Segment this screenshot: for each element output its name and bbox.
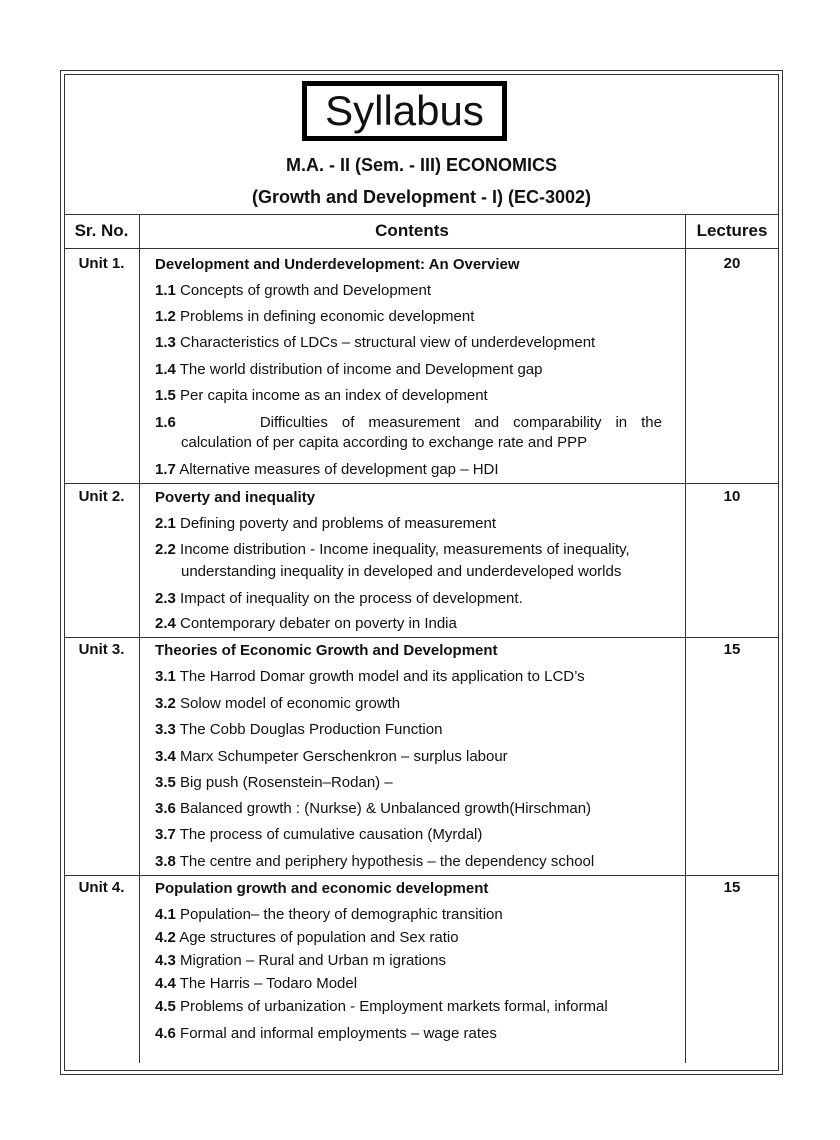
list-item: 3.1 The Harrod Domar growth model and its application to LCD’s: [155, 668, 585, 685]
list-item: 1.2 Problems in defining economic development: [155, 308, 475, 325]
list-item: 4.1 Population– the theory of demographic transition: [155, 906, 503, 923]
list-item: 3.2 Solow model of economic growth: [155, 695, 401, 712]
header-lectures: Lectures: [696, 221, 768, 240]
syllabus-title-box: [302, 81, 507, 141]
list-item: 4.3 Migration – Rural and Urban m igrations: [155, 952, 446, 969]
unit-lectures: 10: [723, 488, 741, 505]
list-item: 1.3 Characteristics of LDCs – structural view of underdevelopment: [155, 334, 596, 351]
unit-label: Unit 4.: [78, 879, 125, 896]
header-srno: Sr. No.: [74, 221, 129, 240]
unit-label: Unit 2.: [78, 488, 125, 505]
list-item: 3.3 The Cobb Douglas Production Function: [155, 721, 443, 738]
unit-label: Unit 3.: [78, 641, 125, 658]
header-bottom-rule: [64, 248, 779, 249]
course-subtitle: M.A. - II (Sem. - III) ECONOMICS: [285, 155, 557, 175]
column-divider-right: [685, 214, 686, 1063]
list-item: 2.4 Contemporary debater on poverty in India: [155, 615, 457, 632]
list-item: 1.1 Concepts of growth and Development: [155, 282, 432, 299]
list-item: 1.5 Per capita income as an index of development: [155, 387, 488, 404]
list-item: 3.7 The process of cumulative causation (Myrdal): [155, 826, 483, 843]
list-item: 3.8 The centre and periphery hypothesis – the dependency school: [155, 853, 595, 870]
unit-title: Population growth and economic development: [155, 880, 489, 897]
list-item: 4.2 Age structures of population and Sex ratio: [155, 929, 459, 946]
unit-title: Poverty and inequality: [155, 489, 316, 506]
table-top-rule: [64, 214, 779, 215]
paper-subtitle: (Growth and Development - I) (EC-3002): [251, 187, 592, 207]
list-item: 2.1 Defining poverty and problems of measurement: [155, 515, 497, 532]
column-divider-left: [139, 214, 140, 1063]
unit-lectures: 20: [723, 255, 741, 272]
unit-title: Theories of Economic Growth and Development: [155, 642, 498, 659]
unit-lectures: 15: [723, 641, 741, 658]
unit1-bottom-rule: [64, 483, 779, 484]
list-item: 4.5 Problems of urbanization - Employment markets formal, informal: [155, 998, 608, 1015]
list-item: 3.4 Marx Schumpeter Gerschenkron – surplus labour: [155, 748, 508, 765]
unit3-bottom-rule: [64, 875, 779, 876]
list-item: 1.6 Difficulties of measurement and comparability in the calculation of per capita according to exchange rate and PPP: [155, 414, 662, 451]
unit-lectures: 15: [723, 879, 741, 896]
list-item: 4.6 Formal and informal employments – wage rates: [155, 1025, 497, 1042]
unit-title: Development and Underdevelopment: An Overview: [155, 256, 520, 273]
list-item: 2.2 Income distribution - Income inequality, measurements of inequality, understanding inequality in developed and underdeveloped worlds: [155, 541, 630, 580]
header-contents: Contents: [375, 221, 449, 240]
unit-label: Unit 1.: [78, 255, 125, 272]
list-item: 3.6 Balanced growth : (Nurkse) & Unbalanced growth(Hirschman): [155, 800, 592, 817]
unit2-bottom-rule: [64, 637, 779, 638]
list-item: 4.4 The Harris – Todaro Model: [155, 975, 358, 992]
list-item: 1.7 Alternative measures of development gap – HDI: [155, 461, 499, 478]
syllabus-title: Syllabus: [325, 87, 484, 134]
list-item: 2.3 Impact of inequality on the process of development.: [155, 590, 523, 607]
list-item: 3.5 Big push (Rosenstein–Rodan) –: [155, 774, 393, 791]
list-item: 1.4 The world distribution of income and Development gap: [155, 361, 543, 378]
